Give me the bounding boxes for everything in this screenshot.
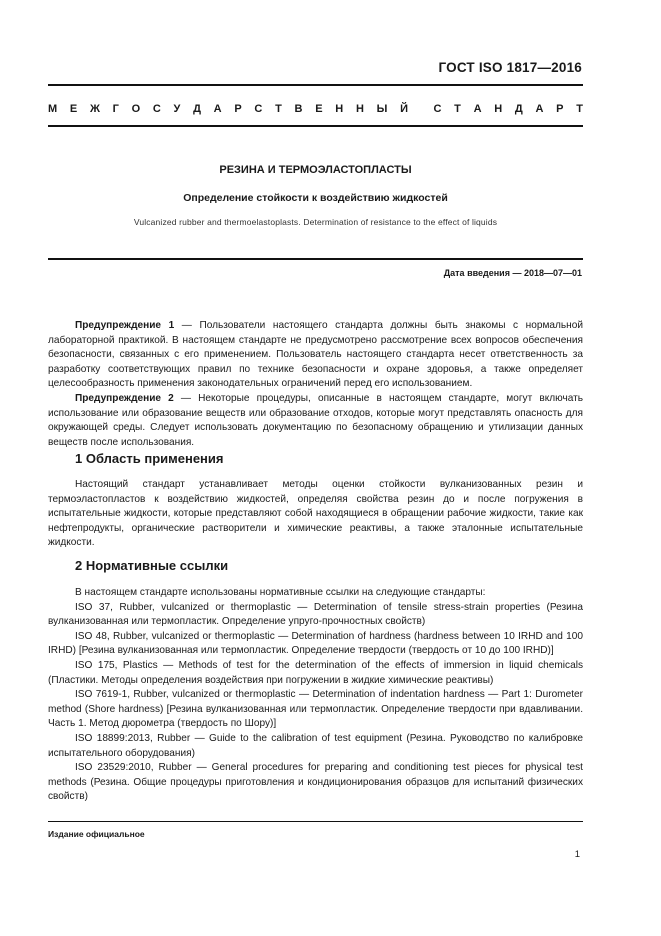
banner-letter: С <box>254 103 263 115</box>
banner-letter: Н <box>494 103 503 115</box>
document-title-english: Vulcanized rubber and thermoelastoplasts. Determination of resistance to the effect of liquids <box>133 217 498 227</box>
warning-label: Предупреждение 1 <box>75 320 175 331</box>
paragraph: Настоящий стандарт устанавливает методы оценки стойкости вулканизованных резин и термоэластопластов к воздействию жидкостей, определяя свойства резин до и после погружения в испытательные жидкости, которые представляют собой находящиеся в обращении рабочие жидкости, такие как нефтепродукты, органические растворители и химические реактивы, а также эталонные испытательные жидкости. <box>48 479 583 549</box>
banner-letter: Е <box>69 103 78 115</box>
banner-letter: А <box>473 103 482 115</box>
section-1-text <box>48 478 583 551</box>
banner-letter: Р <box>556 103 564 115</box>
reference-item: ISO 7619-1, Rubber, vulcanized or thermoplastic — Determination of indentation hardness — Part 1: Durometer method (Shore hardness) [Резина вулканизованная или термопластик. Определение твердости при вдавливании. Часть 1. Метод дюрометра (твердость по Шору)] <box>48 689 583 730</box>
banner-letter: Е <box>315 103 323 115</box>
page-number: 1 <box>574 849 580 860</box>
banner-rule <box>48 125 583 127</box>
banner-letter: У <box>173 103 181 115</box>
warning-text: — Пользователи настоящего стандарта должны быть знакомы с нормальной лабораторной практикой. В настоящем стандарте не предусмотрено рассмотрение всех вопросов обеспечения безопасности, связанных с его применением. Пользователь настоящего стандарта несет ответственность за разработку соответствующих правил по технике безопасности и охране здоровья, а также определяет целесообразность применения законодательных ограничений перед его использованием. <box>48 320 583 390</box>
document-code: ГОСТ ISO 1817—2016 <box>438 60 582 75</box>
banner-letter: Й <box>400 103 409 115</box>
warning-label: Предупреждение 2 <box>75 392 174 404</box>
reference-item: ISO 48, Rubber, vulcanized or thermoplastic — Determination of hardness (hardness between 10 IRHD and 100 IRHD) [Резина вулканизованная или термопластик. Определение твердости (твердость от 10 до 100 IRHD)] <box>48 630 583 657</box>
section-heading: 2 Нормативные ссылки <box>75 558 229 573</box>
footer-rule <box>48 821 583 822</box>
banner-letter: А <box>213 103 222 115</box>
reference-item: ISO 175, Plastics — Methods of test for the determination of the effects of immersion in liquid chemicals (Пластики. Методы определения воздействия при погружении в жидкие химические реактивы) <box>48 659 583 686</box>
banner-letter: Г <box>112 103 119 115</box>
banner-letter: В <box>294 103 303 115</box>
reference-item: ISO 23529:2010, Rubber — General procedures for preparing and conditioning test pieces for physical test methods (Резина. Общие процедуры приготовления и кондиционирования образцов для испытаний физических свойств) <box>48 762 583 803</box>
banner-letter: М <box>48 103 58 115</box>
banner-letter: Т <box>576 103 583 115</box>
banner-letter: С <box>152 103 161 115</box>
title-rule <box>48 258 583 260</box>
warning-text: — Некоторые процедуры, описанные в настоящем стандарте, могут включать использование или образование веществ или образование отходов, которые могут представлять опасность для окружающей среды. Следует использовать документацию по безопасному обращению и утилизации данных веществ после использования. <box>48 392 583 448</box>
warning-1 <box>48 319 583 392</box>
banner-letter: Р <box>234 103 242 115</box>
interstate-standard-banner <box>48 103 583 115</box>
banner-letter: Ы <box>376 103 388 115</box>
document-title: РЕЗИНА И ТЕРМОЭЛАСТОПЛАСТЫ <box>219 164 412 176</box>
banner-letter: Н <box>355 103 364 115</box>
banner-letter: С <box>433 103 442 115</box>
warning-2 <box>48 392 583 450</box>
reference-item: ISO 18899:2013, Rubber — Guide to the calibration of test equipment (Резина. Руководство по калибровке испытательного оборудования) <box>48 732 583 759</box>
introduction-date: Дата введения — 2018—07—01 <box>443 268 582 278</box>
warnings-block <box>48 319 583 450</box>
banner-letter: Ж <box>89 103 100 115</box>
reference-item: ISO 37, Rubber, vulcanized or thermoplastic — Determination of tensile stress-strain properties (Резина вулканизованная или термопластик. Определение упруго-прочностных свойств) <box>48 601 583 628</box>
banner-letter: Д <box>514 103 523 115</box>
banner-letter: Д <box>193 103 201 115</box>
edition-note: Издание официальное <box>48 829 145 839</box>
banner-letter: О <box>131 103 141 115</box>
banner-letter: Т <box>275 103 282 115</box>
section-2-text <box>48 586 583 805</box>
banner-letter: Т <box>454 103 461 115</box>
paragraph: В настоящем стандарте использованы нормативные ссылки на следующие стандарты: <box>75 587 486 598</box>
document-subtitle: Определение стойкости к воздействию жидкостей <box>183 192 448 204</box>
section-heading: 1 Область применения <box>75 451 224 466</box>
banner-letter: Н <box>335 103 344 115</box>
top-rule <box>48 84 583 86</box>
banner-letter: А <box>535 103 544 115</box>
